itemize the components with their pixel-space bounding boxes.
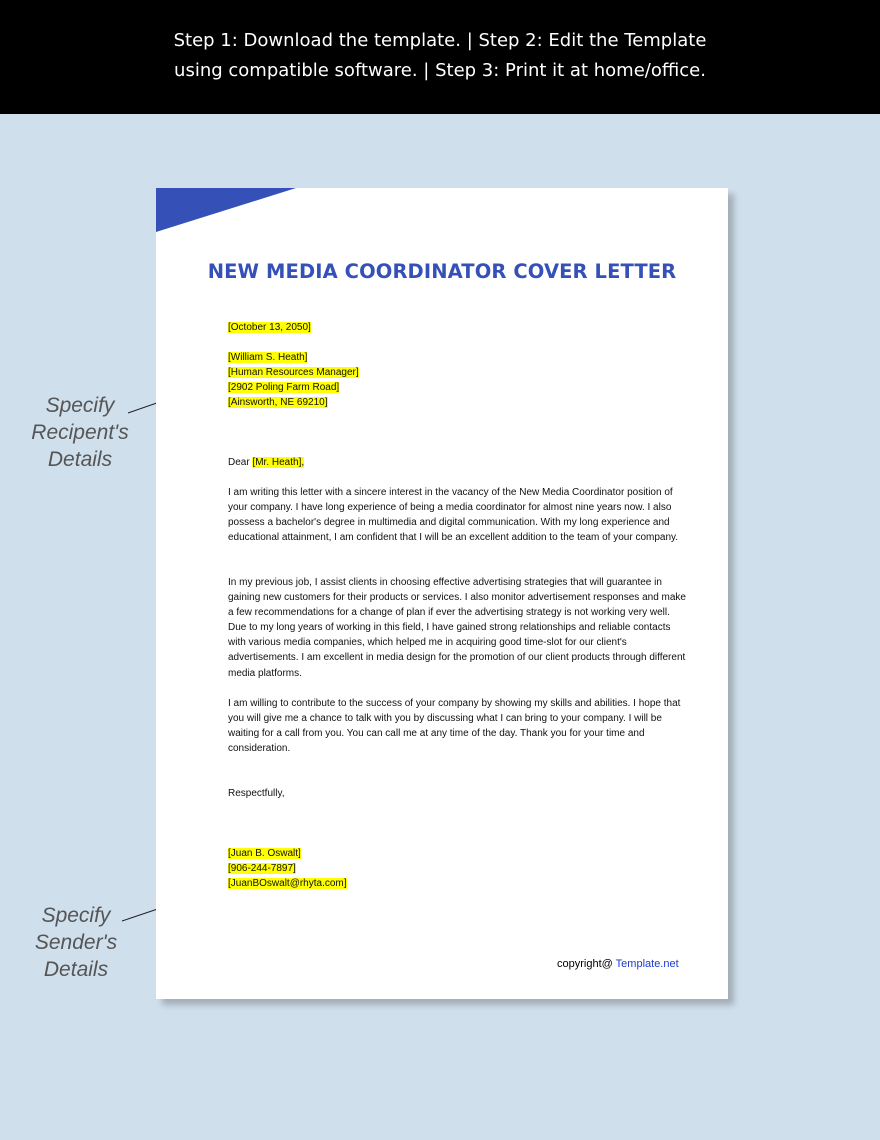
recipient-name: [William S. Heath]: [228, 352, 308, 363]
sender-annotation-line-1: Specify: [41, 904, 111, 927]
recipient-position: [Human Resources Manager]: [228, 367, 359, 378]
template-net-link[interactable]: Template.net: [615, 958, 679, 970]
salutation-name: [Mr. Heath],: [252, 457, 305, 468]
copyright-notice: [557, 958, 679, 970]
sender-phone-line: [228, 861, 296, 876]
sender-email: [JuanBOswalt@rhyta.com]: [228, 878, 347, 889]
corner-accent-shape: [156, 188, 296, 234]
letter-title: NEW MEDIA COORDINATOR COVER LETTER: [207, 260, 677, 283]
recipient-street-line: [228, 380, 339, 395]
letter-page: [156, 188, 728, 999]
recipient-city-line: [228, 395, 328, 410]
sender-email-line: [228, 876, 347, 891]
recipient-city: [Ainsworth, NE 69210]: [228, 397, 328, 408]
sender-annotation-line-2: Sender's: [34, 931, 118, 954]
banner-line-2: using compatible software. | Step 3: Print it at home/office.: [174, 60, 706, 81]
sender-name: [Juan B. Oswalt]: [228, 848, 301, 859]
recipient-annotation-line-2: Recipent's: [31, 421, 129, 444]
recipient-annotation-line-1: Specify: [45, 394, 115, 417]
banner-line-1: Step 1: Download the template. | Step 2: Edit the Template: [173, 30, 707, 51]
recipient-position-line: [228, 365, 359, 380]
copyright-prefix: copyright@: [557, 958, 616, 970]
sender-phone: [906-244-7897]: [228, 863, 296, 874]
salutation-prefix: Dear: [228, 457, 253, 468]
letter-date: [228, 320, 311, 335]
recipient-annotation-line-3: Details: [47, 448, 113, 471]
sender-name-line: [228, 846, 301, 861]
salutation: [228, 455, 304, 470]
sender-annotation-line-3: Details: [43, 958, 109, 981]
date-placeholder: [October 13, 2050]: [228, 322, 311, 333]
body-paragraph-2: In my previous job, I assist clients in choosing effective advertising strategies that will guarantee in gaining new customers for their products or services. I also monitor advertisement responses and make a few recommendations for a change of plan if ever the advertising strategy is not working very well. Due to my long years of working in this field, I have gained strong relationships and reliable contacts with various media companies, which helped me in acquiring good time-slot for our client's advertisements. I am excellent in media design for the promotion of our client products through different media platforms.: [228, 577, 686, 679]
body-paragraph-1: I am writing this letter with a sincere interest in the vacancy of the New Media Coordinator position of your company. I have long experience of being a media coordinator for almost nine years now. I also possess a bachelor's degree in multimedia and digital communication. With my long experience and educational attainment, I am confident that I will be an excellent addition to the team of your company.: [228, 487, 679, 544]
recipient-name-line: [228, 350, 307, 365]
recipient-street: [2902 Poling Farm Road]: [228, 382, 340, 393]
body-paragraph-3: I am willing to contribute to the success of your company by showing my skills and abilities. I hope that you will give me a chance to talk with you by discussing what I can bring to your company. I will be waiting for a call from you. You can call me at any time of the day. Thank you for your time and consideration.: [228, 698, 681, 755]
closing: Respectfully,: [228, 788, 285, 799]
